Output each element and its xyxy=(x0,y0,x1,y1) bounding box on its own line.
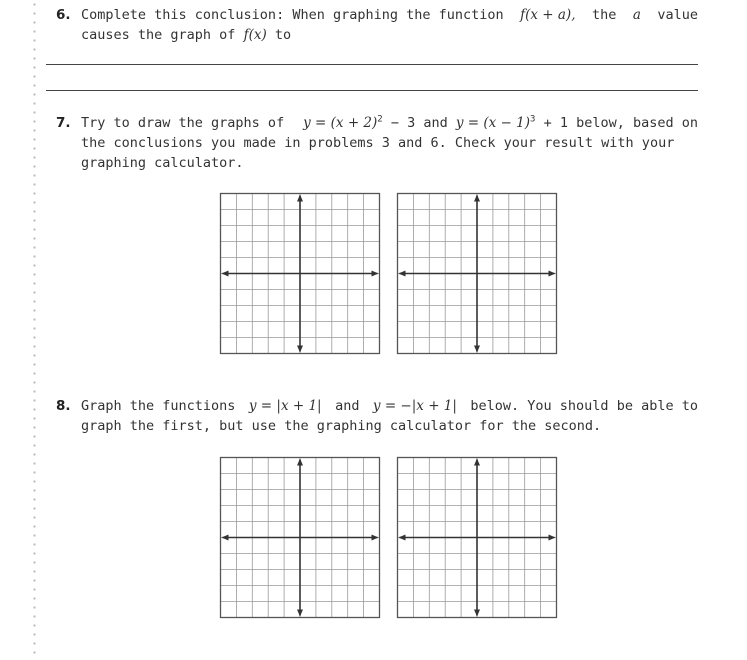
problem-number: 8. xyxy=(56,398,71,414)
arrow-right-icon xyxy=(549,535,556,541)
problem-6 xyxy=(56,5,698,45)
problem-number: 6. xyxy=(56,7,71,23)
problem-8-line-1: Graph the functions y = |x + 1| and y = −|x + 1| below. You should be able to xyxy=(81,398,698,414)
arrow-left-icon xyxy=(222,271,229,277)
arrow-down-icon xyxy=(297,610,303,617)
arrow-up-icon xyxy=(474,459,480,466)
problem-7-line-1: Try to draw the graphs of $y = (x + 2)^2 - 3$ and $y = (x - 1)^3 + 1$ below, based on xyxy=(81,114,698,131)
problem-number: 7. xyxy=(56,115,71,131)
problem-8-line-2: graph the first, but use the graphing calculator for the second. xyxy=(81,418,602,434)
arrow-right-icon xyxy=(549,271,556,277)
arrow-down-icon xyxy=(297,346,303,353)
arrow-up-icon xyxy=(297,459,303,466)
problem-6-line-1: Complete this conclusion: When graphing the function f(x + a), the a value xyxy=(81,7,698,23)
arrow-left-icon xyxy=(222,535,229,541)
problem-6-line-2: causes the graph of f(x) to xyxy=(81,27,292,43)
graph-grid-7b[interactable] xyxy=(396,192,558,355)
problem-7-line-2: the conclusions you made in problems 3 and 6. Check your result with your xyxy=(81,135,675,151)
problem-7-line-3: graphing calculator. xyxy=(81,155,244,171)
arrow-down-icon xyxy=(474,346,480,353)
answer-line-1[interactable] xyxy=(46,64,698,65)
graph-grid-8b[interactable] xyxy=(396,456,558,619)
arrow-left-icon xyxy=(399,271,406,277)
margin-dots xyxy=(33,0,36,660)
graph-grid-8a[interactable] xyxy=(219,456,381,619)
arrow-up-icon xyxy=(474,195,480,202)
problem-7 xyxy=(56,113,698,173)
arrow-up-icon xyxy=(297,195,303,202)
arrow-left-icon xyxy=(399,535,406,541)
graph-grid-7a[interactable] xyxy=(219,192,381,355)
arrow-right-icon xyxy=(372,271,379,277)
arrow-down-icon xyxy=(474,610,480,617)
answer-line-2[interactable] xyxy=(46,90,698,91)
arrow-right-icon xyxy=(372,535,379,541)
problem-8 xyxy=(56,396,698,436)
